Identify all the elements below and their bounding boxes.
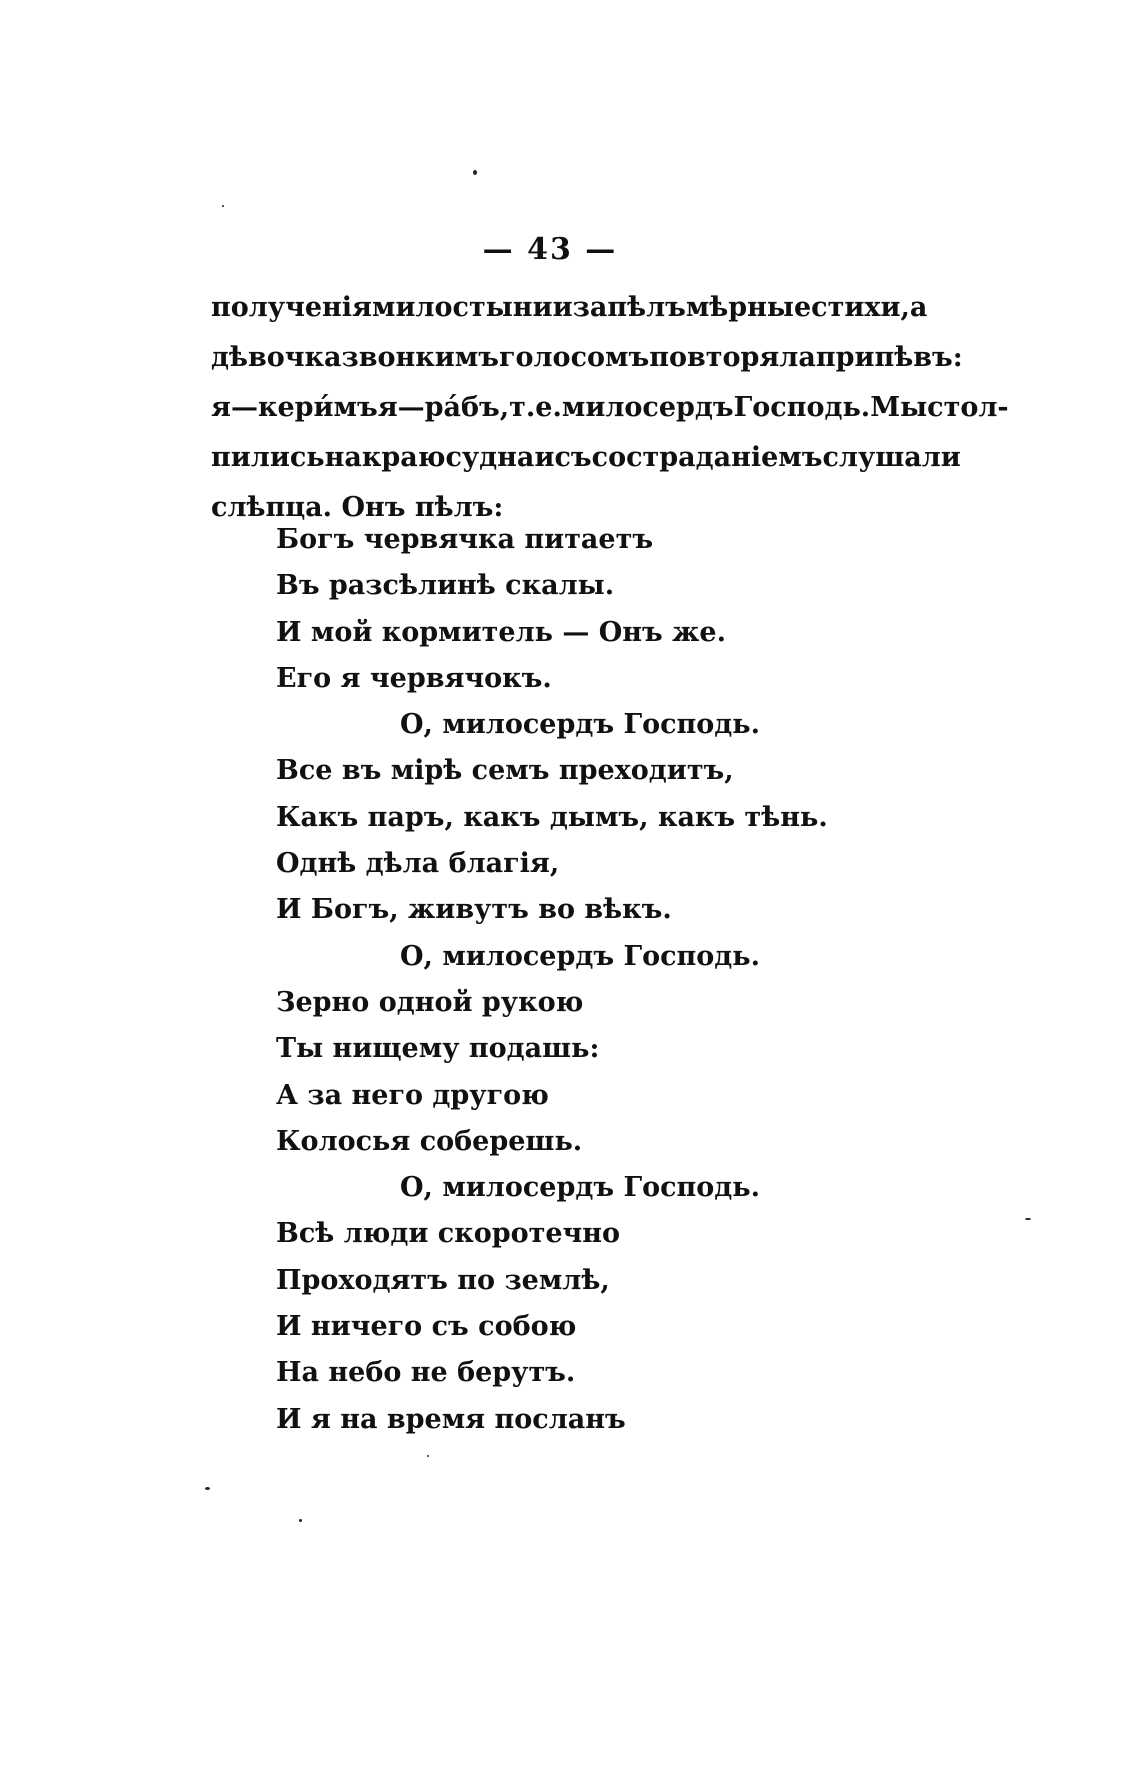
scan-speck [1025,1218,1031,1220]
scan-speck [299,1519,302,1522]
word: голосомъ [498,342,650,373]
verse-line: И мой кормитель — Онъ же. [276,616,726,648]
verse-line: Въ разсѣлинѣ скалы. [276,570,615,602]
verse-line: На небо не берутъ. [276,1357,576,1389]
verse-line: Богъ червячка питаетъ [276,524,654,555]
word: полученія [211,292,372,323]
refrain-line: О, милосердъ Господь. [400,940,761,972]
scan-speck [222,205,224,207]
verse-line: И ничего съ собою [276,1311,577,1343]
word: милостыни [372,292,553,323]
word: т. [509,392,536,423]
page-number: — 43 — [482,232,618,267]
word: Мы [870,392,928,423]
verse-line: Зерно одной рукою [276,986,584,1018]
word: судна [445,442,535,473]
verse-line: Колосья соберешь. [276,1125,583,1157]
verse-line: И Богъ, живутъ во вѣкъ. [276,894,672,926]
scan-speck [205,1487,210,1490]
word: е. [535,392,562,423]
word: на [324,442,362,473]
verse-line: Какъ паръ, какъ дымъ, какъ тѣнь. [276,801,828,833]
word: я—кери́мъ [211,392,378,423]
word: Господь. [733,392,871,423]
prose-line [211,333,963,383]
word: съ [554,442,592,473]
word: и [552,292,573,323]
word: звонкимъ [341,342,499,373]
verse-line: И я на время посланъ [276,1403,626,1435]
verse-line: Однѣ дѣла благія, [276,848,560,880]
song-verse [276,517,876,1443]
word: милосердъ [561,392,734,423]
word: запѣлъ [572,292,686,323]
verse-line: Ты нищему подашь: [276,1033,600,1065]
refrain-line: О, милосердъ Господь. [400,1172,761,1204]
verse-line: А за него другою [276,1079,549,1111]
word: мѣрные [685,292,812,323]
word: краю [361,442,446,473]
prose-line: слѣпца. Онъ пѣлъ: [211,492,504,523]
word: повторяла [649,342,816,373]
verse-line: Всѣ люди скоротечно [276,1218,621,1250]
word: слушали [822,442,961,473]
word: пились [211,442,325,473]
word: я—ра́бъ, [377,392,510,423]
word: а [909,292,928,323]
verse-line: Все въ мірѣ семъ преходитъ, [276,755,734,787]
prose-line [211,283,928,333]
word: состраданіемъ [591,442,823,473]
scan-speck [473,170,477,175]
prose-line [211,433,961,483]
prose-paragraph [211,283,1009,533]
prose-line [211,383,1009,433]
refrain-line: О, милосердъ Господь. [400,709,761,741]
word: дѣвочка [211,342,342,373]
verse-line: Проходятъ по землѣ, [276,1264,610,1296]
word: стол- [927,392,1009,423]
word: и [534,442,555,473]
verse-line: Его я червячокъ. [276,662,552,694]
word: припѣвъ: [815,342,963,373]
word: стихи, [811,292,910,323]
scan-speck [427,1455,429,1457]
